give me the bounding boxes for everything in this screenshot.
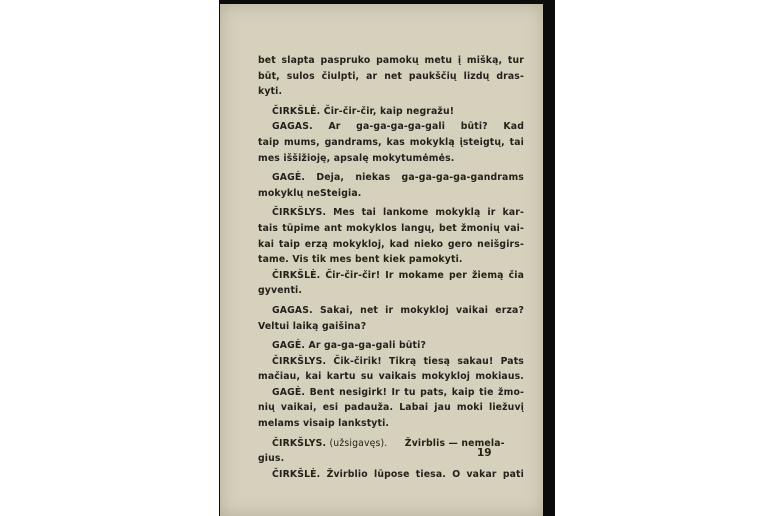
dialogue-line: ČIRKŠLYS. Čik-čirik! Tikrą tiesą sakau! Pats	[272, 355, 524, 367]
dialogue-line: ČIRKŠLĖ. Žvirblio lūpose tiesa. O vakar pati	[272, 468, 524, 480]
page-number: 19	[477, 447, 492, 459]
text-line: Veltui laiką gaišina?	[258, 320, 367, 332]
dialogue-line: GAGĖ. Deja, niekas ga-ga-ga-ga-gandrams	[272, 172, 524, 184]
text-line: tame. Vis tik mes bent kiek pamokyti.	[258, 254, 463, 266]
text-line: mokyklų neSteigia.	[258, 187, 362, 199]
text-line: būt, sulos čiulpti, ar net paukščių lizdų dras-	[258, 70, 524, 82]
book-page	[220, 4, 543, 516]
text-line: tais tūpime ant mokyklos langų, bet žmonių vai-	[258, 222, 524, 234]
dialogue-line: ČIRKŠLYS. Mes tai lankome mokyklą ir kar-	[272, 207, 524, 219]
speaker-name: ČIRKŠLYS.	[272, 437, 327, 449]
page-text	[258, 53, 524, 482]
text-line: bet slapta paspruko pamokų metu į mišką, tur	[258, 55, 524, 66]
dialogue-line: GAGĖ. Bent nesigirk! Ir tu pats, kaip tie žmo-	[272, 386, 524, 398]
text-line: gius.	[258, 453, 285, 465]
dialogue-line: GAGAS. Sakai, net ir mokykloj vaikai erza?	[272, 304, 524, 316]
dialogue-text: Žvirblis — nemela-	[404, 437, 505, 449]
text-line: nių vaikai, esi padauža. Labai jau moki liežuvį	[258, 402, 524, 414]
dialogue-line: ČIRKŠLĖ. Čir-čir-čir, kaip negražu!	[272, 105, 455, 117]
stage-direction: (užsigavęs).	[329, 437, 388, 449]
dialogue-line: ČIRKŠLĖ. Čir-čir-čir! Ir mokame per žiemą čia	[272, 269, 524, 281]
text-line: mačiau, kai kartu su vaikais mokykloj mokiaus.	[258, 371, 524, 383]
dialogue-line: GAGAS. Ar ga-ga-ga-ga-gali būti? Kad	[272, 121, 524, 133]
text-line: kai taip erzą mokykloj, kad nieko gero neišgirs-	[258, 238, 524, 250]
text-line: taip mums, gandrams, kas mokyklą įsteigtų, tai	[258, 136, 524, 148]
text-line: mes iššižioję, apsalę mokytumėmės.	[258, 152, 455, 164]
text-line: gyventi.	[258, 285, 303, 297]
text-line: kyti.	[258, 86, 283, 98]
dialogue-line: GAGĖ. Ar ga-ga-ga-gali būti?	[272, 340, 426, 352]
text-line: melams visaip lankstyti.	[258, 418, 390, 430]
